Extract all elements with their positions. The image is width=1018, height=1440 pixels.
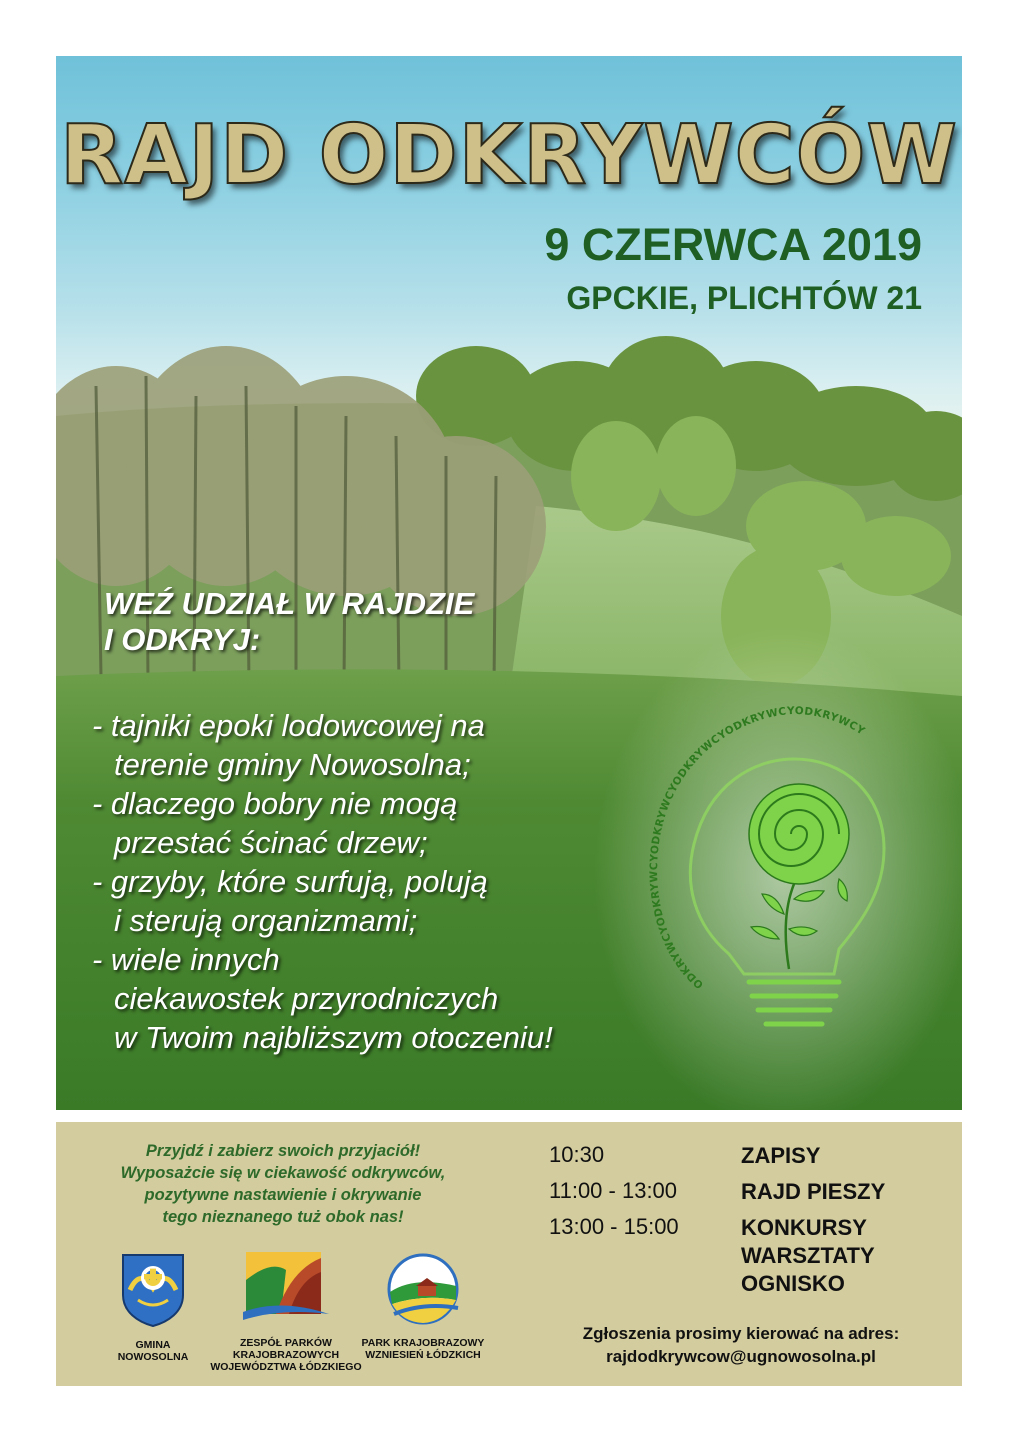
discovery-list bbox=[92, 706, 553, 1057]
poster-title: RAJD ODKRYWCÓW bbox=[60, 108, 958, 203]
bulb-ring-text: ODKRYWCYODKRYWCYODKRYWCYODKRYWCYODKRYWCYODKRYWCY bbox=[648, 704, 868, 991]
contact-info bbox=[526, 1322, 956, 1368]
coat-of-arms-icon bbox=[118, 1250, 188, 1328]
logo-caption: ZESPÓŁ PARKÓW KRAJOBRAZOWYCH WOJEWÓDZTWA ŁÓDZKIEGO bbox=[210, 1337, 362, 1373]
contact-email[interactable]: rajdodkrywcow@ugnowosolna.pl bbox=[606, 1347, 876, 1366]
list-item: - grzyby, które surfują, polują bbox=[92, 864, 488, 899]
schedule-time: 10:30 bbox=[549, 1142, 605, 1167]
schedule-activity: KONKURSY bbox=[741, 1215, 867, 1240]
list-item: - dlaczego bobry nie mogą bbox=[92, 786, 458, 821]
invite-line: tego nieznanego tuż obok nas! bbox=[162, 1208, 404, 1226]
schedule-time: 13:00 - 15:00 bbox=[549, 1214, 679, 1239]
lead-line: I ODKRYJ: bbox=[104, 622, 261, 657]
poster bbox=[56, 56, 962, 1386]
logo-park-wzniesien bbox=[348, 1250, 498, 1361]
schedule-row bbox=[549, 1270, 949, 1298]
schedule-row bbox=[549, 1214, 949, 1242]
list-item-continuation: ciekawostek przyrodniczych bbox=[114, 981, 499, 1016]
invite-line: Wyposażcie się w ciekawość odkrywców, bbox=[120, 1164, 446, 1182]
bulb-logo-icon bbox=[634, 684, 934, 1074]
list-item: - wiele innych bbox=[92, 942, 280, 977]
info-panel bbox=[56, 1122, 962, 1386]
schedule bbox=[549, 1142, 949, 1298]
schedule-activity: OGNISKO bbox=[741, 1271, 845, 1296]
list-item-continuation: i sterują organizmami; bbox=[114, 903, 418, 938]
schedule-row bbox=[549, 1142, 949, 1178]
event-place: GPCKIE, PLICHTÓW 21 bbox=[566, 280, 922, 316]
schedule-activity: RAJD PIESZY bbox=[741, 1179, 886, 1204]
park-circle-icon bbox=[384, 1250, 462, 1328]
contact-line: Zgłoszenia prosimy kierować na adres: bbox=[582, 1324, 900, 1343]
landscape-parks-icon bbox=[241, 1250, 331, 1322]
list-item-continuation: przestać ścinać drzew; bbox=[114, 825, 428, 860]
schedule-row bbox=[549, 1178, 949, 1214]
list-item: - tajniki epoki lodowcowej na bbox=[92, 708, 485, 743]
logo-caption: PARK KRAJOBRAZOWY WZNIESIEŃ ŁÓDZKICH bbox=[361, 1337, 485, 1361]
logo-zespol-parkow bbox=[206, 1250, 366, 1373]
lead-line: WEŹ UDZIAŁ W RAJDZIE bbox=[104, 586, 475, 621]
schedule-activity: WARSZTATY bbox=[741, 1243, 875, 1268]
logo-caption: GMINA NOWOSOLNA bbox=[117, 1339, 189, 1363]
invite-line: Przyjdź i zabierz swoich przyjaciół! bbox=[145, 1142, 421, 1160]
schedule-time: 11:00 - 13:00 bbox=[549, 1178, 678, 1203]
landscape-photo bbox=[56, 56, 962, 1110]
list-item-continuation: w Twoim najbliższym otoczeniu! bbox=[114, 1020, 553, 1055]
schedule-row bbox=[549, 1242, 949, 1270]
list-item-continuation: terenie gminy Nowosolna; bbox=[114, 747, 471, 782]
event-date: 9 CZERWCA 2019 bbox=[544, 219, 922, 270]
lead-heading bbox=[104, 586, 474, 658]
schedule-activity: ZAPISY bbox=[741, 1143, 821, 1168]
invite-line: pozytywne nastawienie i okrywanie bbox=[144, 1186, 422, 1204]
invitation-text bbox=[76, 1140, 490, 1228]
